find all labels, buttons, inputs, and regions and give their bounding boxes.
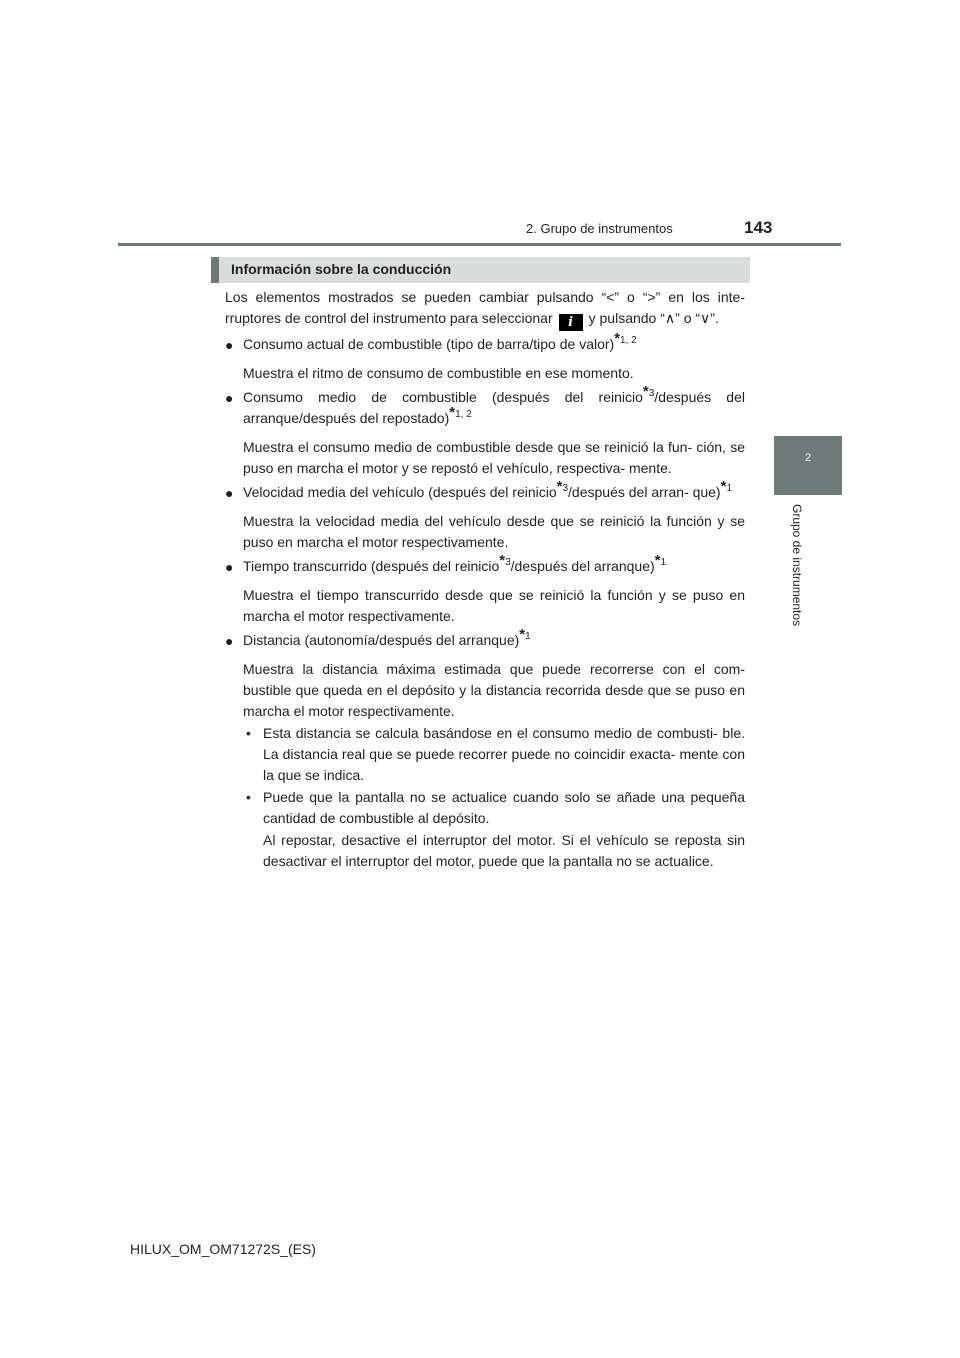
item-title-text: Tiempo transcurrido (después del reinicio (243, 558, 500, 574)
footnote-number: 1 (660, 557, 667, 569)
footnote-ref (449, 404, 472, 422)
item-title-text: Velocidad media del vehículo (después del reinicio (243, 484, 557, 500)
sub-note (243, 723, 745, 786)
item-title-text: /después del arran- que) (568, 484, 721, 500)
sub-note-text: Esta distancia se calcula basándose en el consumo medio de combusti- ble. La distancia real que se puede recorrer puede no coincidir exacta- mente con la que se indica. (263, 725, 745, 783)
intro-text-2: y pulsando “∧” o “∨”. (588, 310, 719, 326)
item-title (243, 552, 745, 577)
item-title (243, 383, 745, 429)
list-item (225, 552, 745, 627)
list-item (225, 626, 745, 872)
sub-note-continued (243, 830, 745, 872)
bullet-icon: ● (225, 485, 234, 501)
info-icon: i (559, 314, 583, 331)
item-description: Muestra la velocidad media del vehículo desde que se reinició la función y se puso en marcha el motor respectivamente. (243, 513, 745, 550)
main-content (225, 287, 745, 872)
item-description: Muestra el consumo medio de combustible desde que se reinició la fun- ción, se puso en marcha el motor y se repostó el vehículo, respectiva- mente. (243, 439, 745, 476)
sub-note-text: Al repostar, desactive el interruptor del motor. Si el vehículo se reposta sin desactivar el interruptor del motor, puede que la pantalla no se actualice. (263, 832, 745, 869)
item-title-text: Distancia (autonomía/después del arranque) (243, 632, 520, 648)
section-title: Información sobre la conducción (231, 261, 452, 277)
item-title-text: Consumo actual de combustible (tipo de barra/tipo de valor) (243, 336, 615, 352)
asterisk-icon: * (519, 626, 526, 644)
footnote-number: 3 (505, 557, 511, 569)
asterisk-icon: * (449, 404, 456, 422)
page-number: 143 (744, 218, 773, 237)
item-title (243, 626, 745, 651)
item-title-text: /después del arranque) (510, 558, 655, 574)
footnote-ref (519, 626, 531, 644)
footnote-ref (499, 552, 511, 570)
item-title-text: /después del arranque/después del repostado) (243, 389, 745, 426)
list-item (225, 383, 745, 479)
asterisk-icon: * (720, 478, 727, 496)
note-bullet-icon: • (246, 789, 251, 805)
item-description: Muestra el ritmo de consumo de combustible en ese momento. (243, 365, 634, 381)
bullet-icon: ● (225, 633, 234, 649)
footnote-number: 3 (648, 388, 655, 400)
sub-note-text: Puede que la pantalla no se actualice cuando solo se añade una pequeña cantidad de combustible al depósito. (263, 789, 745, 826)
chapter-tab-number: 2 (804, 452, 812, 464)
chapter-tab-label: Grupo de instrumentos (790, 504, 804, 627)
intro-paragraph (225, 287, 745, 331)
asterisk-icon: * (642, 383, 649, 401)
sub-note (243, 787, 745, 829)
asterisk-icon: * (614, 330, 621, 348)
footnote-number: 1 (726, 483, 732, 495)
footnote-number: 1, 2 (620, 335, 637, 347)
bullet-icon: ● (225, 559, 234, 575)
document-code-footer: HILUX_OM_OM71272S_(ES) (130, 1241, 316, 1257)
asterisk-icon: * (556, 478, 563, 496)
intro-text-1: Los elementos mostrados se pueden cambiar pulsando “<” o “>” en los inte- rruptores de control del instrumento para seleccionar (225, 289, 745, 326)
footnote-number: 1 (525, 631, 531, 643)
footnote-ref (642, 383, 655, 401)
asterisk-icon: * (654, 552, 661, 570)
footnote-number: 1, 2 (455, 409, 472, 421)
item-title (243, 330, 745, 355)
asterisk-icon: * (499, 552, 506, 570)
bullet-icon: ● (225, 390, 234, 406)
note-bullet-icon: • (246, 725, 251, 741)
header-divider (118, 243, 841, 246)
list-item (225, 330, 745, 384)
item-description: Muestra la distancia máxima estimada que puede recorrerse con el com- bustible que queda en el depósito y la distancia recorrida desde que se puso en marcha el motor respectivamente. (243, 661, 745, 719)
footnote-ref (614, 330, 637, 348)
section-heading-bar (211, 257, 750, 283)
footnote-ref (654, 552, 667, 570)
running-header-section: 2. Grupo de instrumentos (526, 221, 673, 236)
footnote-ref (556, 478, 569, 496)
item-title-text: Consumo medio de combustible (después del reinicio (243, 389, 643, 405)
item-title (243, 478, 745, 503)
item-description: Muestra el tiempo transcurrido desde que se reinició la función y se puso en marcha el motor respectivamente. (243, 587, 745, 624)
bullet-icon: ● (225, 337, 234, 353)
footnote-number: 3 (562, 483, 569, 495)
chapter-tab (774, 436, 842, 495)
list-item (225, 478, 745, 553)
footnote-ref (720, 478, 732, 496)
